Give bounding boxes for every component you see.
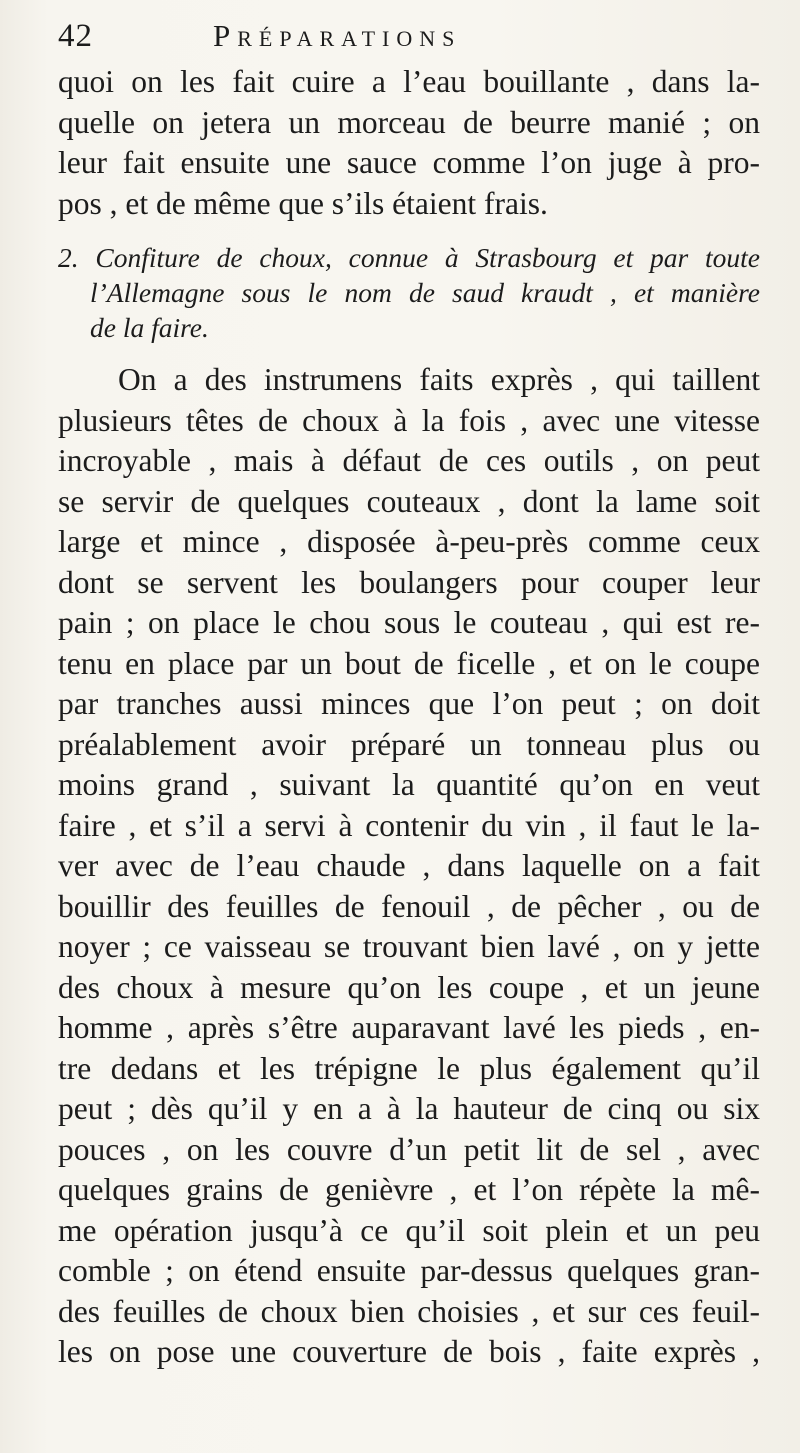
text-line: quoi on les fait cuire a l’eau bouillante , dans la- <box>58 64 760 99</box>
text-line: préalablement avoir préparé un tonneau plus ou <box>58 726 760 762</box>
text-line: ver avec de l’eau chaude , dans laquelle on a fait <box>58 848 760 883</box>
text-line: quelques grains de genièvre , et l’on répète la mê- <box>58 1172 760 1207</box>
text-line: plusieurs têtes de choux à la fois , avec une vitesse <box>58 402 760 438</box>
page-number: 42 <box>58 18 93 54</box>
text-line: tenu en place par un bout de ficelle , et on le coupe <box>58 645 760 681</box>
section-heading <box>58 240 760 345</box>
heading-line: de la faire. <box>90 312 209 343</box>
text-line: On a des instrumens faits exprès , qui taillent <box>118 362 760 397</box>
top-paragraph <box>58 62 760 224</box>
text-line: leur fait ensuite une sauce comme l’on juge à pro- <box>58 145 760 180</box>
heading-line: l’Allemagne sous le nom de saud kraudt , et manière <box>90 277 760 308</box>
text-line: dont se servent les boulangers pour couper leur <box>58 564 760 600</box>
text-line: pos , et de même que s’ils étaient frais. <box>58 185 548 221</box>
text-line: pouces , on les couvre d’un petit lit de sel , avec <box>58 1131 760 1167</box>
page-header <box>58 14 598 60</box>
text-line: incroyable , mais à défaut de ces outils , on peut <box>58 443 760 478</box>
text-line: pain ; on place le chou sous le couteau , qui est re- <box>58 605 760 640</box>
text-line: les on pose une couverture de bois , faite exprès , <box>58 1334 760 1369</box>
text-line: des feuilles de choux bien choisies , et sur ces feuil- <box>58 1293 760 1329</box>
heading-line: 2. Confiture de choux, connue à Strasbourg et par toute <box>58 242 760 273</box>
text-line: noyer ; ce vaisseau se trouvant bien lavé , on y jette <box>58 929 760 964</box>
text-line: comble ; on étend ensuite par-dessus quelques gran- <box>58 1253 760 1288</box>
text-line: large et mince , disposée à-peu-près comme ceux <box>58 524 760 559</box>
text-line: bouillir des feuilles de fenouil , de pêcher , ou de <box>58 888 760 924</box>
main-paragraph <box>58 360 760 1373</box>
text-line: tre dedans et les trépigne le plus également qu’il <box>58 1050 760 1086</box>
text-line: par tranches aussi minces que l’on peut ; on doit <box>58 686 760 721</box>
text-line: moins grand , suivant la quantité qu’on en veut <box>58 767 760 802</box>
text-line: quelle on jetera un morceau de beurre manié ; on <box>58 104 760 140</box>
text-line: des choux à mesure qu’on les coupe , et un jeune <box>58 969 760 1005</box>
running-head: Préparations <box>213 18 462 53</box>
text-line: peut ; dès qu’il y en a à la hauteur de cinq ou six <box>58 1091 760 1126</box>
text-line: homme , après s’être auparavant lavé les pieds , en- <box>58 1010 760 1045</box>
text-line: me opération jusqu’à ce qu’il soit plein et un peu <box>58 1212 760 1248</box>
text-line: se servir de quelques couteaux , dont la lame soit <box>58 483 760 519</box>
text-line: faire , et s’il a servi à contenir du vin , il faut le la- <box>58 807 760 843</box>
